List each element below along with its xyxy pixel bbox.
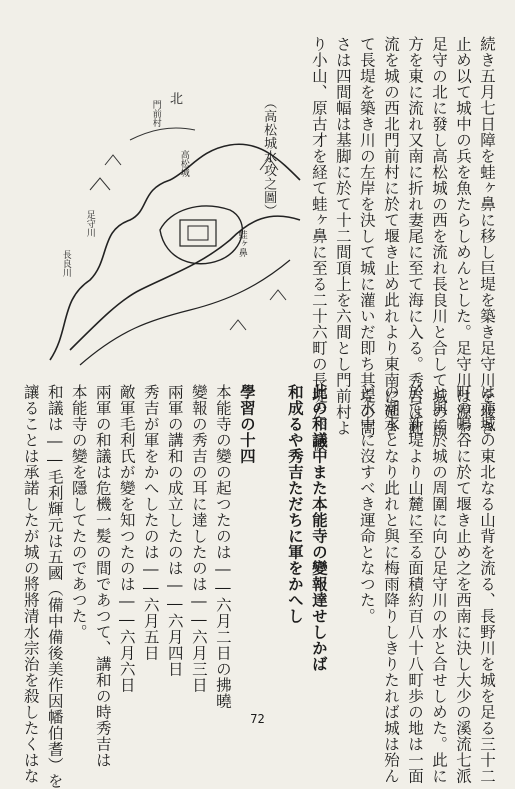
text-line: て長堤を築き川の左岸を決して城に灌いだ即ち其堤の高 [357,36,376,436]
map-label: 足守川 [84,210,95,237]
map-figure [30,70,330,370]
text-line: 足守の北に發し高松城の西を流れ長良川と合して城の南 [429,36,448,436]
text-line: り小山、原古才を経て蛙ヶ鼻に至る二十六町の長堤だ。彼 [309,36,328,452]
text-line: 流を城の西北門前村に於て堰き止め此れより東南に延き [381,36,400,436]
top-text-block [307,36,499,452]
text-line: ど水中に沒すべき運命となつた。 [357,384,376,624]
map-label: 高松城 [178,150,189,177]
text-line: 敵軍毛利氏が變を知つたのは――六月六日 [117,384,136,693]
text-line: の潮水となり此れと與に梅雨降りしきりたれば城は殆ん [381,384,400,784]
text-line: 本能寺の變を隱してたのであつた。 [69,384,88,640]
text-line: 於て新堤より山麓に至る面積約百八十八町歩の地は一面 [405,384,424,784]
text-line: 和議は――毛利輝元は五國（備中備後美作因幡伯耆）を [45,384,64,789]
map-label: 蛙ヶ鼻 [236,230,247,257]
text-line: さは四間幅は基脚に於て十二間頂上を六間とし門前村よ [333,36,352,436]
text-line: 続き五月七日障を蛙ヶ鼻に移し巨堤を築き足守川を堰き [478,36,496,436]
text-line: と與に於城の周圍に向ひ足守川の水と合せしめた。此に [429,384,448,784]
text-line: 和成るや秀吉ただちに軍をかへし [285,384,305,624]
text-line: 本能寺の變の起つたのは――六月二日の拂曉 [213,384,232,709]
text-line: 町の鳴谷に於て堰き止め之を西南に決し大少の溪流七派 [453,384,472,784]
map-label: 門前村 [150,100,161,127]
text-line: 學習の十四 [237,384,257,464]
text-line: は亦城の東北なる山背を流る、長野川を城を足る三十二 [478,384,496,784]
page-number: 72 [250,712,265,726]
text-line: 方を東に流れ又南に折れ妻尾に至て海に入る。秀吉は此 [405,36,424,436]
map-label: 長良川 [60,250,71,277]
text-line: 止め以て城中の兵を魚たらしめんとした。足守川は源を [453,36,472,436]
text-line: 兩軍の和議は危機一髪の間であつて、講和の時秀吉は [93,384,112,768]
text-line: 秀吉が軍をかへしたのは――六月五日 [141,384,160,661]
text-line: 變報の秀吉の耳に達したのは――六月三日 [189,384,208,693]
text-line: 兩軍の講和の成立したのは――六月四日 [165,384,184,677]
text-line: 此の和議中また本能寺の變報達せしかば [309,384,329,672]
map-north-label: 北 [170,92,184,107]
text-line: 讓ることは承諾したが城の將將清水宗治を殺したくはな [21,384,40,784]
map-caption: （高松城水攻之圖） [261,96,277,218]
